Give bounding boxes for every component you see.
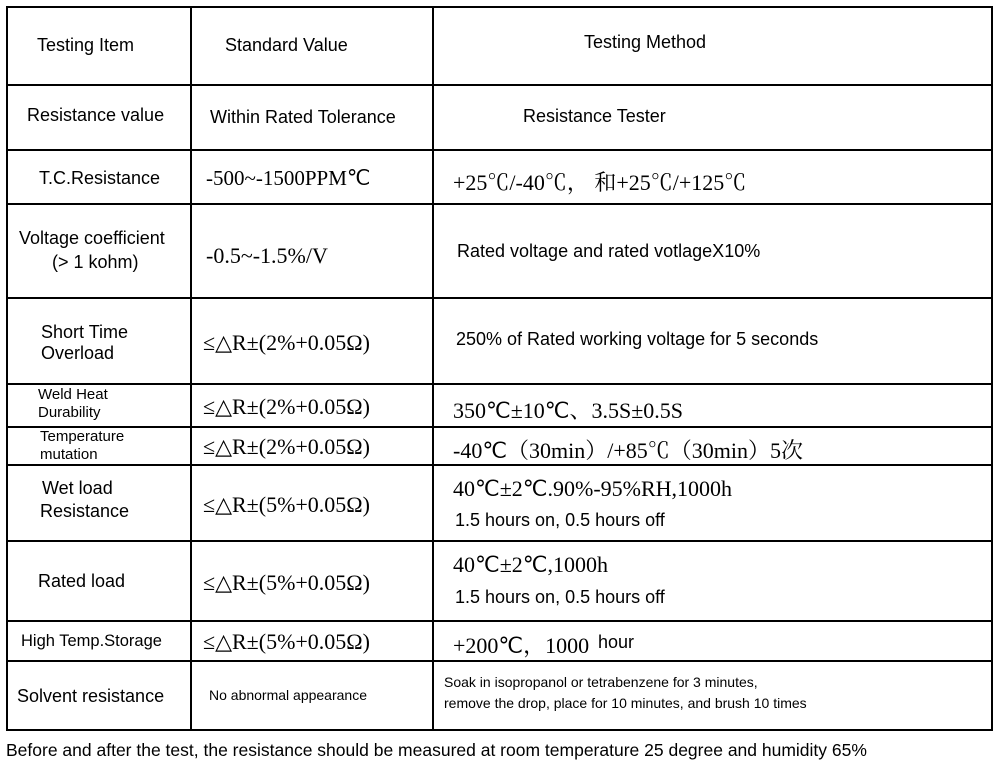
header-standard-value: Standard Value [225, 35, 348, 55]
method-rated-load-cycle: 1.5 hours on, 0.5 hours off [455, 587, 665, 607]
border-top [6, 6, 993, 8]
border-bottom [6, 729, 993, 731]
col-separator-2 [432, 6, 434, 731]
row-separator [6, 149, 993, 151]
standard-voltage-coefficient: -0.5~-1.5%/V [206, 243, 328, 268]
item-short-time: Short Time [41, 322, 129, 342]
item-durability: Durability [38, 404, 101, 421]
col-separator-1 [190, 6, 192, 731]
item-weld-heat: Weld Heat [38, 386, 108, 403]
item-resistance-value: Resistance value [27, 105, 165, 125]
header-testing-item: Testing Item [37, 35, 135, 55]
standard-solvent-resistance: No abnormal appearance [209, 687, 367, 703]
item-mutation: mutation [40, 446, 98, 463]
method-tc-resistance: +25℃/-40℃， 和+25℃/+125℃ [453, 170, 747, 195]
item-wet-load-resistance: Resistance [40, 501, 130, 521]
method-wet-load-cycle: 1.5 hours on, 0.5 hours off [455, 510, 665, 530]
standard-short-time-overload: ≤△R±(2%+0.05Ω) [203, 330, 370, 355]
standard-wet-load: ≤△R±(5%+0.05Ω) [203, 492, 370, 517]
item-wet-load: Wet load [42, 478, 113, 498]
standard-high-temp-storage: ≤△R±(5%+0.05Ω) [203, 629, 370, 654]
header-testing-method: Testing Method [584, 32, 707, 52]
item-solvent-resistance: Solvent resistance [17, 686, 165, 706]
row-separator [6, 84, 993, 86]
row-separator [6, 540, 993, 542]
method-voltage-coefficient: Rated voltage and rated votlageX10% [457, 241, 761, 261]
row-separator [6, 383, 993, 385]
standard-tc-resistance: -500~-1500PPM℃ [206, 166, 371, 190]
border-right [991, 6, 993, 731]
row-separator [6, 660, 993, 662]
item-high-temp-storage: High Temp.Storage [21, 632, 162, 650]
row-separator [6, 620, 993, 622]
method-weld-heat: 350℃±10℃、3.5S±0.5S [453, 398, 684, 423]
method-high-temp-storage-value: +200℃，1000 [453, 633, 590, 658]
standard-temperature-mutation: ≤△R±(2%+0.05Ω) [203, 434, 370, 459]
method-wet-load-condition: 40℃±2℃.90%-95%RH,1000h [453, 476, 733, 501]
item-overload: Overload [41, 343, 115, 363]
border-left [6, 6, 8, 731]
method-temperature-mutation: -40℃（30min）/+85℃（30min）5次 [453, 438, 804, 463]
method-solvent-line2: remove the drop, place for 10 minutes, and brush 10 times [444, 695, 807, 711]
method-solvent-line1: Soak in isopropanol or tetrabenzene for 3 minutes, [444, 674, 758, 690]
method-high-temp-storage-unit: hour [598, 632, 635, 652]
standard-weld-heat: ≤△R±(2%+0.05Ω) [203, 394, 370, 419]
item-tc-resistance: T.C.Resistance [39, 168, 161, 188]
standard-rated-load: ≤△R±(5%+0.05Ω) [203, 570, 370, 595]
method-rated-load-condition: 40℃±2℃,1000h [453, 552, 608, 577]
item-voltage-coefficient: Voltage coefficient [19, 228, 165, 248]
row-separator [6, 426, 993, 428]
method-resistance-value: Resistance Tester [523, 106, 666, 126]
standard-resistance-value: Within Rated Tolerance [210, 107, 396, 127]
item-voltage-coefficient-sub: (> 1 kohm) [52, 252, 139, 272]
row-separator [6, 203, 993, 205]
footer-note: Before and after the test, the resistance should be measured at room temperature 25 degree and humidity 65% [6, 740, 867, 760]
row-separator [6, 297, 993, 299]
item-temperature: Temperature [40, 428, 125, 445]
item-rated-load: Rated load [38, 571, 126, 591]
method-short-time-overload: 250% of Rated working voltage for 5 seconds [456, 329, 819, 349]
